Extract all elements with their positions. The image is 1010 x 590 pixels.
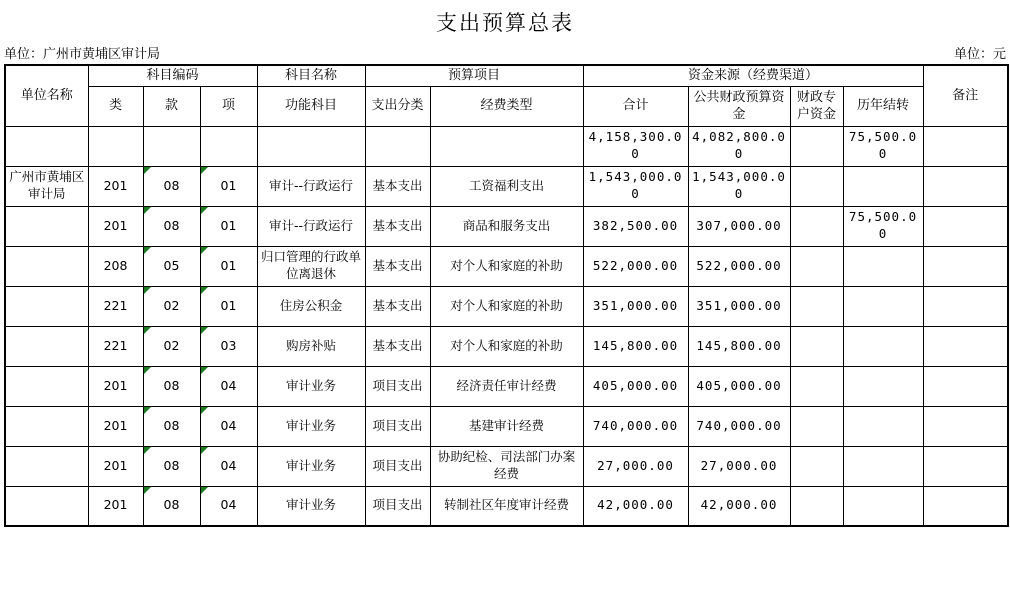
table-cell: [923, 286, 1008, 326]
table-cell: 221: [88, 286, 143, 326]
table-cell: 351,000.00: [583, 286, 688, 326]
header-row-2: [5, 86, 1008, 126]
green-triangle-icon: [144, 447, 151, 454]
table-row: [5, 166, 1008, 206]
unit-label: 单位：广州市黄埔区审计局: [4, 47, 161, 62]
table-cell: 08: [143, 486, 200, 526]
table-cell: [790, 126, 843, 166]
table-cell: [143, 126, 200, 166]
table-cell: 基本支出: [365, 326, 430, 366]
table-row: [5, 286, 1008, 326]
table-cell: 08: [143, 446, 200, 486]
table-cell: 08: [143, 166, 200, 206]
header-total: 合计: [583, 86, 688, 126]
table-cell: [200, 126, 257, 166]
table-row: [5, 446, 1008, 486]
table-cell: 208: [88, 246, 143, 286]
table-cell: [5, 246, 88, 286]
table-cell: [5, 286, 88, 326]
table-cell: [923, 326, 1008, 366]
table-cell: [790, 326, 843, 366]
table-cell: [365, 126, 430, 166]
header-category: 类: [88, 86, 143, 126]
table-cell: 广州市黄埔区审计局: [5, 166, 88, 206]
table-cell: 04: [200, 486, 257, 526]
table-cell: [790, 206, 843, 246]
table-cell: [843, 366, 923, 406]
table-cell: [923, 486, 1008, 526]
table-cell: 1,543,000.00: [688, 166, 790, 206]
table-cell: 01: [200, 206, 257, 246]
table-cell: [843, 286, 923, 326]
table-cell: 145,800.00: [688, 326, 790, 366]
table-cell: 审计业务: [257, 486, 365, 526]
table-row: [5, 206, 1008, 246]
table-cell: [790, 406, 843, 446]
table-cell: [843, 246, 923, 286]
green-triangle-icon: [201, 247, 208, 254]
table-cell: [923, 166, 1008, 206]
table-cell: 221: [88, 326, 143, 366]
table-cell: 审计业务: [257, 446, 365, 486]
table-cell: [843, 446, 923, 486]
table-cell: [790, 286, 843, 326]
table-cell: [790, 366, 843, 406]
green-triangle-icon: [201, 447, 208, 454]
budget-table: [4, 64, 1009, 527]
green-triangle-icon: [144, 487, 151, 494]
table-body: [5, 126, 1008, 526]
table-cell: [5, 486, 88, 526]
table-cell: [790, 446, 843, 486]
header-public-finance-budget: 公共财政预算资金: [688, 86, 790, 126]
table-cell: 04: [200, 446, 257, 486]
table-cell: [5, 326, 88, 366]
table-cell: [843, 406, 923, 446]
table-cell: [923, 126, 1008, 166]
table-cell: 审计--行政运行: [257, 206, 365, 246]
table-cell: 基本支出: [365, 286, 430, 326]
table-cell: 经济责任审计经费: [430, 366, 583, 406]
header-unit-name: 单位名称: [5, 65, 88, 126]
green-triangle-icon: [201, 327, 208, 334]
table-cell: 405,000.00: [688, 366, 790, 406]
table-cell: [790, 486, 843, 526]
header-budget-item: 预算项目: [365, 65, 583, 86]
table-cell: 42,000.00: [688, 486, 790, 526]
table-cell: 项目支出: [365, 446, 430, 486]
header-carryover: 历年结转: [843, 86, 923, 126]
table-header: [5, 65, 1008, 126]
page-title: 支出预算总表: [436, 11, 574, 35]
table-cell: 201: [88, 166, 143, 206]
table-cell: 05: [143, 246, 200, 286]
table-cell: 740,000.00: [688, 406, 790, 446]
header-section: 款: [143, 86, 200, 126]
table-cell: 08: [143, 206, 200, 246]
table-cell: 项目支出: [365, 366, 430, 406]
table-cell: [5, 126, 88, 166]
green-triangle-icon: [201, 287, 208, 294]
green-triangle-icon: [144, 407, 151, 414]
table-cell: 购房补贴: [257, 326, 365, 366]
table-cell: 01: [200, 286, 257, 326]
meta-row: [0, 43, 1010, 62]
table-cell: 审计业务: [257, 366, 365, 406]
green-triangle-icon: [201, 167, 208, 174]
table-cell: 02: [143, 326, 200, 366]
green-triangle-icon: [201, 407, 208, 414]
table-cell: [257, 126, 365, 166]
table-cell: 工资福利支出: [430, 166, 583, 206]
green-triangle-icon: [144, 327, 151, 334]
currency-unit-label: 单位：元: [953, 47, 1006, 62]
table-cell: 转制社区年度审计经费: [430, 486, 583, 526]
table-cell: 04: [200, 366, 257, 406]
green-triangle-icon: [144, 167, 151, 174]
header-function-subject: 功能科目: [257, 86, 365, 126]
header-remarks: 备注: [923, 65, 1008, 126]
header-expense-class: 支出分类: [365, 86, 430, 126]
header-funding-source: 资金来源（经费渠道）: [583, 65, 923, 86]
table-cell: [843, 166, 923, 206]
table-cell: 项目支出: [365, 406, 430, 446]
table-cell: [923, 446, 1008, 486]
table-cell: 145,800.00: [583, 326, 688, 366]
table-cell: [790, 166, 843, 206]
table-cell: 03: [200, 326, 257, 366]
table-row: [5, 366, 1008, 406]
table-cell: [5, 366, 88, 406]
table-cell: 对个人和家庭的补助: [430, 286, 583, 326]
table-cell: 1,543,000.00: [583, 166, 688, 206]
table-cell: 04: [200, 406, 257, 446]
table-cell: 01: [200, 166, 257, 206]
table-cell: 522,000.00: [583, 246, 688, 286]
table-cell: 01: [200, 246, 257, 286]
table-cell: 协助纪检、司法部门办案经费: [430, 446, 583, 486]
table-cell: 42,000.00: [583, 486, 688, 526]
header-subject-name: 科目名称: [257, 65, 365, 86]
green-triangle-icon: [144, 287, 151, 294]
header-fiscal-special-account: 财政专户资金: [790, 86, 843, 126]
table-cell: [430, 126, 583, 166]
table-cell: 08: [143, 406, 200, 446]
table-row: [5, 326, 1008, 366]
table-cell: 基本支出: [365, 206, 430, 246]
table-cell: [790, 246, 843, 286]
table-cell: [5, 206, 88, 246]
table-cell: [843, 486, 923, 526]
table-cell: [5, 446, 88, 486]
green-triangle-icon: [201, 207, 208, 214]
table-cell: [923, 206, 1008, 246]
green-triangle-icon: [201, 367, 208, 374]
table-cell: [923, 406, 1008, 446]
table-cell: 27,000.00: [688, 446, 790, 486]
table-cell: 201: [88, 486, 143, 526]
table-cell: 307,000.00: [688, 206, 790, 246]
green-triangle-icon: [201, 487, 208, 494]
table-row: [5, 126, 1008, 166]
table-cell: 基本支出: [365, 166, 430, 206]
table-cell: 审计业务: [257, 406, 365, 446]
table-cell: [88, 126, 143, 166]
table-cell: [5, 406, 88, 446]
table-cell: [923, 366, 1008, 406]
table-cell: 27,000.00: [583, 446, 688, 486]
table-cell: 201: [88, 446, 143, 486]
green-triangle-icon: [144, 367, 151, 374]
table-cell: 201: [88, 206, 143, 246]
table-cell: 4,082,800.00: [688, 126, 790, 166]
table-cell: 项目支出: [365, 486, 430, 526]
table-cell: 基本支出: [365, 246, 430, 286]
header-expense-type: 经费类型: [430, 86, 583, 126]
table-cell: [843, 326, 923, 366]
table-cell: 4,158,300.00: [583, 126, 688, 166]
table-cell: 对个人和家庭的补助: [430, 246, 583, 286]
table-cell: 201: [88, 406, 143, 446]
table-cell: [923, 246, 1008, 286]
header-row-1: [5, 65, 1008, 86]
table-cell: 02: [143, 286, 200, 326]
table-row: [5, 406, 1008, 446]
table-row: [5, 246, 1008, 286]
green-triangle-icon: [144, 247, 151, 254]
green-triangle-icon: [144, 207, 151, 214]
table-cell: 基建审计经费: [430, 406, 583, 446]
table-row: [5, 486, 1008, 526]
table-cell: 对个人和家庭的补助: [430, 326, 583, 366]
table-cell: 75,500.00: [843, 126, 923, 166]
table-cell: 住房公积金: [257, 286, 365, 326]
table-cell: 商品和服务支出: [430, 206, 583, 246]
table-cell: 归口管理的行政单位离退休: [257, 246, 365, 286]
table-cell: 08: [143, 366, 200, 406]
table-cell: 201: [88, 366, 143, 406]
table-cell: 522,000.00: [688, 246, 790, 286]
header-item: 项: [200, 86, 257, 126]
table-cell: 382,500.00: [583, 206, 688, 246]
table-cell: 审计--行政运行: [257, 166, 365, 206]
header-subject-code: 科目编码: [88, 65, 257, 86]
table-cell: 405,000.00: [583, 366, 688, 406]
table-cell: 75,500.00: [843, 206, 923, 246]
table-cell: 351,000.00: [688, 286, 790, 326]
table-cell: 740,000.00: [583, 406, 688, 446]
